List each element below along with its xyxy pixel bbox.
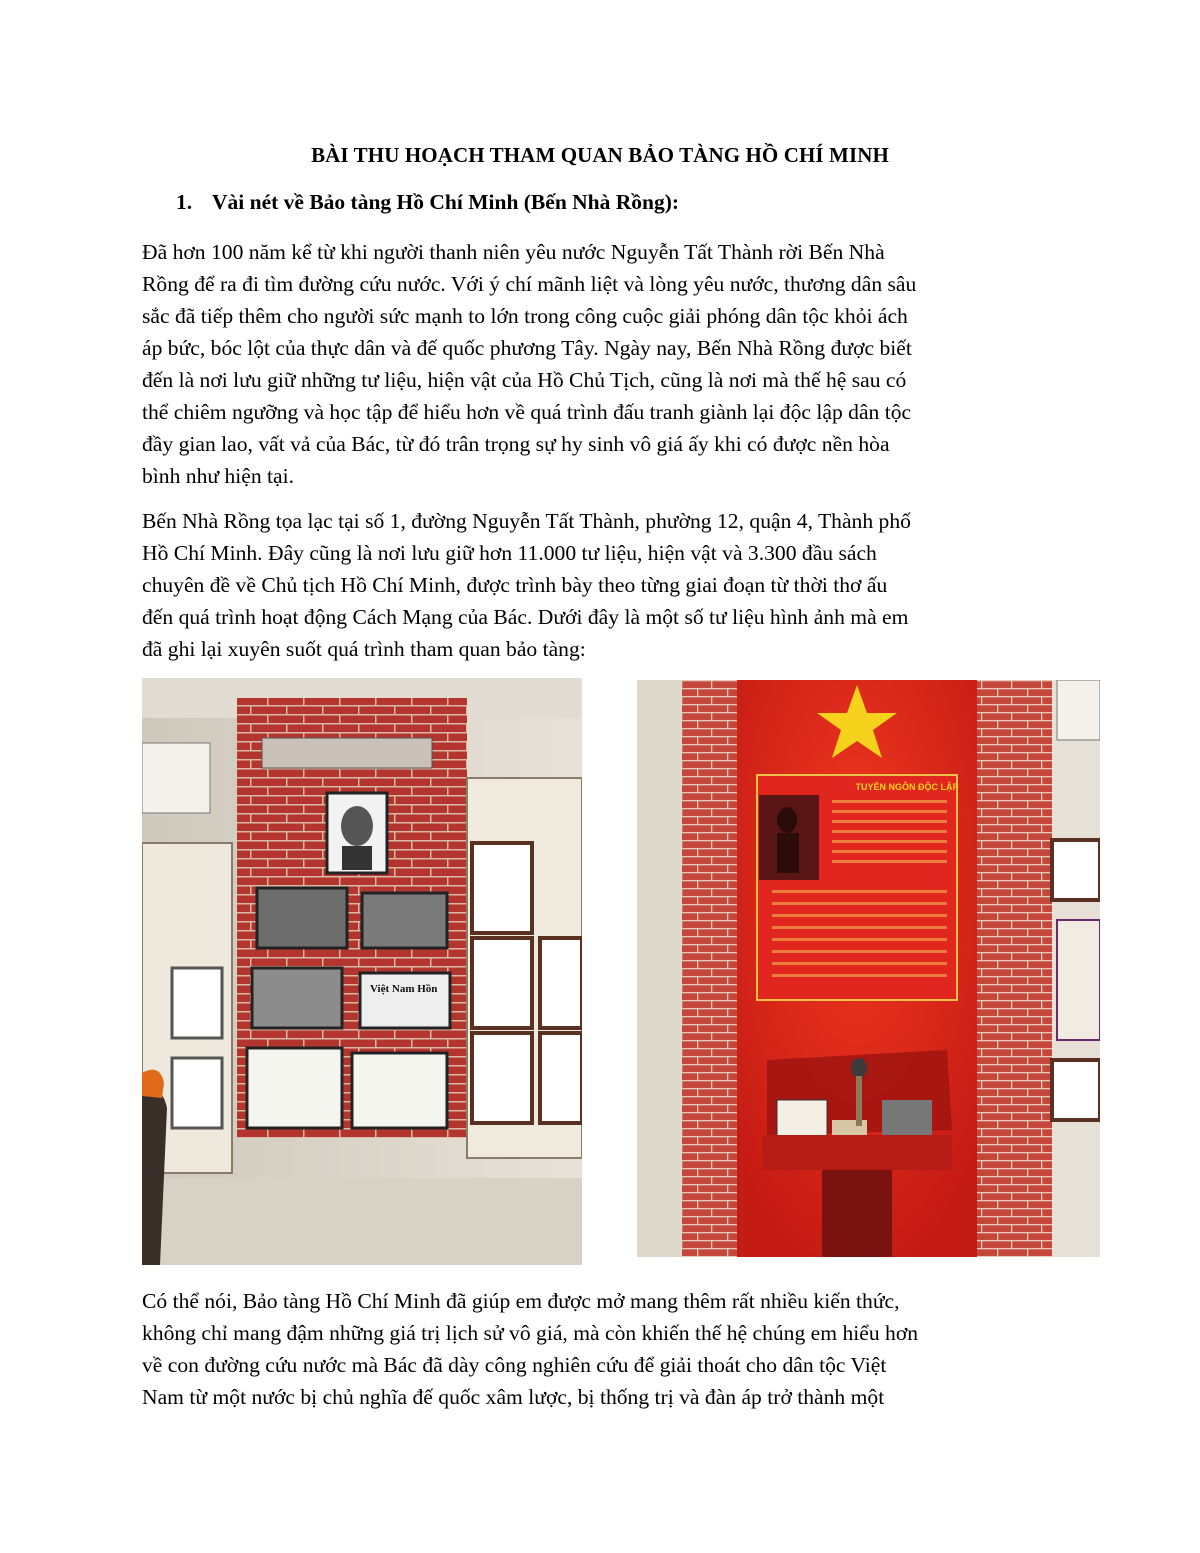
newspaper-masthead: Việt Nam Hồn (370, 983, 438, 995)
banner-title: TUYÊN NGÔN ĐỘC LẬP (855, 782, 959, 792)
text-line: không chỉ mang đậm những giá trị lịch sử vô giá, mà còn khiến thế hệ chúng em hiểu hơn (142, 1321, 919, 1345)
section-heading-text: Vài nét về Bảo tàng Hồ Chí Minh (Bến Nhà Rồng): (212, 190, 680, 214)
paragraph-location (142, 505, 1062, 665)
text-line: sắc đã tiếp thêm cho người sức mạnh to lớn trong công cuộc giải phóng dân tộc khỏi ách (142, 304, 908, 328)
text-line: đến là nơi lưu giữ những tư liệu, hiện vật của Hồ Chủ Tịch, cũng là nơi mà thế hệ sau có (142, 368, 907, 392)
museum-photo-red-exhibit (637, 680, 1100, 1257)
text-line: chuyên đề về Chủ tịch Hồ Chí Minh, được trình bày theo từng giai đoạn từ thời thơ ấu (142, 573, 888, 597)
text-line: Nam từ một nước bị chủ nghĩa đế quốc xâm lược, bị thống trị và đàn áp trở thành một (142, 1385, 885, 1409)
page-title: BÀI THU HOẠCH THAM QUAN BẢO TÀNG HỒ CHÍ MINH (311, 143, 889, 167)
section-number: 1. (176, 190, 193, 214)
text-line: áp bức, bóc lột của thực dân và đế quốc phương Tây. Ngày nay, Bến Nhà Rồng được biết (142, 336, 912, 360)
text-line: về con đường cứu nước mà Bác đã dày công nghiên cứu để giải thoát cho dân tộc Việt (142, 1353, 887, 1377)
paragraph-intro (142, 236, 1062, 492)
paragraph-conclusion (142, 1285, 1062, 1413)
section-heading (176, 190, 679, 215)
text-line: Đã hơn 100 năm kể từ khi người thanh niên yêu nước Nguyễn Tất Thành rời Bến Nhà (142, 240, 885, 264)
text-line: đầy gian lao, vất vả của Bác, từ đó trân trọng sự hy sinh vô giá ấy khi có được nền hòa (142, 432, 890, 456)
text-line: đã ghi lại xuyên suốt quá trình tham quan bảo tàng: (142, 637, 586, 661)
text-line: Hồ Chí Minh. Đây cũng là nơi lưu giữ hơn 11.000 tư liệu, hiện vật và 3.300 đầu sách (142, 541, 877, 565)
text-line: bình như hiện tại. (142, 464, 295, 488)
text-line: đến quá trình hoạt động Cách Mạng của Bác. Dưới đây là một số tư liệu hình ảnh mà em (142, 605, 909, 629)
text-line: thể chiêm ngưỡng và học tập để hiểu hơn về quá trình đấu tranh giành lại độc lập dân tộc (142, 400, 912, 424)
text-line: Rồng để ra đi tìm đường cứu nước. Với ý chí mãnh liệt và lòng yêu nước, thương dân sâu (142, 272, 917, 296)
text-line: Bến Nhà Rồng tọa lạc tại số 1, đường Nguyễn Tất Thành, phường 12, quận 4, Thành phố (142, 509, 911, 533)
text-line: Có thể nói, Bảo tàng Hồ Chí Minh đã giúp em được mở mang thêm rất nhiều kiến thức, (142, 1289, 900, 1313)
museum-photo-brick-wall (142, 678, 582, 1265)
